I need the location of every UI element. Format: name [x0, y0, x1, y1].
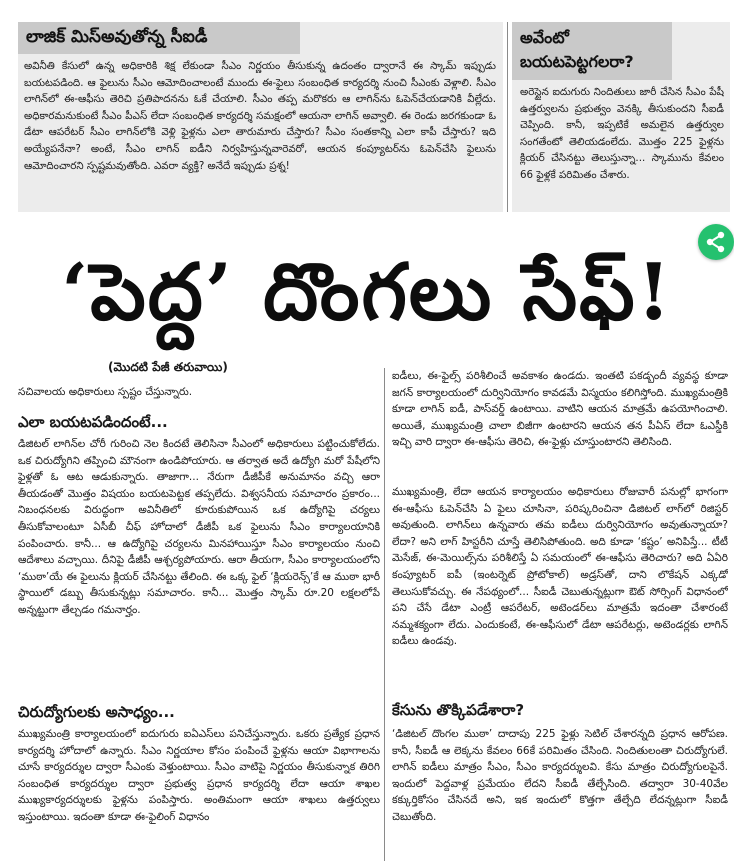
- top-left-title: లాజిక్ మిస్అవుతోన్న సీఐడీ: [18, 22, 300, 54]
- col1-heading-2: చిరుద్యోగులకు అసాధ్యం...: [18, 703, 175, 721]
- col2-heading-1: కేసును తొక్కిపడేశారా?: [392, 701, 525, 719]
- col2-para-3: ‘డిజిటల్ దొంగల ముఠా’ దాదాపు 225 ఫైళ్లు సెటిల్ చేశారన్నది ప్రధాన ఆరోపణ. కానీ, సీఐడీ ఆ లెక్కను కేవలం 66కే పరిమితం చేసింది. నిందితులంతా చిరుద్యోగులే. లాగిన్ ఐడీలు మాత్రం సీఎం, సీఎం కార్యదర్శులవి. కేసు మాత్రం చిరుద్యోగులపైనే. ఇందులో పెద్దవాళ్ల ప్రమేయం లేదని సీఐడీ తేల్చేసింది. తద్వారా 30-40వేల కక్కుర్తికోసం చేసినదే అని, ఇక ఇందులో కొత్తగా తేల్చేది లేదన్నట్లుగా సీఐడీ చెబుతోంది.: [392, 728, 728, 823]
- col2-para-2: ముఖ్యమంత్రి, లేదా ఆయన కార్యాలయం అధికారులు రోజువారీ పనుల్లో భాగంగా ఈ-ఆఫీసు ఓపెన్‌చేసి ఏ ఫైలు చూసినా, పరిష్కరించినా డిజిటల్ లాగ్‌లో రిజిస్టర్ అవుతుంది. లాగిన్‌లు ఉన్నవారు తమ ఐడీలు దుర్వినియోగం అవుతున్నాయా? లేదా? అని లాగ్ హిస్టరీని చూస్తే తెలిసిపోతుంది. అది కూడా ‘కష్టం’ అనిపిస్తే... టీటీ మెసేజ్, ఈ-మెయిల్స్‌ను పరిశీలిస్తే ఏ సమయంలో ఈ-ఆఫీసు తెరిచారు? అది ఏఏరి కంప్యూటర్ ఐపీ (ఇంటర్నెట్ ప్రోటోకాల్) అడ్రస్‌తో, దాని లొకేషన్ ఎక్కడో తెలుసుకోవచ్చు. ఈ నేపథ్యంలో... సీఐడీ చెబుతున్నట్లుగా ఔట్ సోర్సింగ్ విధానంలో పని చేసే డేటా ఎంట్రీ ఆపరేటర్, అటెండర్‌లు మాత్రమే ఇదంతా చేశారంటే నమ్మశక్యంగా లేదు. ఎందుకంటే, ఈ-ఆఫీసులో డేటా ఆపరేటర్లు, అటెండర్లకు లాగిన్ ఐడీలు ఉండవు.: [392, 486, 728, 648]
- col2-para-1: ఐడీలు, ఈ-ఫైల్స్ పరిశీలించే అవకాశం ఉండదు. ఇంతటి పకడ్బందీ వ్యవస్థ కూడా జగన్ కార్యాలయంలో దుర్వినియోగం కావడమే విస్మయం కలిగిస్తోంది. ముఖ్యమంత్రికి కూడా లాగిన్ ఐడీ, పాస్‌వర్డ్ ఉంటాయి. వాటిని ఆయన మాత్రమే ఉపయోగించాలి. అయితే, ముఖ్యమంత్రి చాలా బిజీగా ఉంటారని ఆయన తన పీఏస్ లేదా ఓఎస్డీకి ఇచ్చి వారి ద్వారా ఈ-ఆఫీసు తెరిచి, ఈ-ఫైళ్లు చూస్తుంటారని తెలిసింది.: [392, 370, 728, 449]
- top-right-title: అవేంటో బయటపెట్టగలరా?: [512, 22, 672, 80]
- top-right-body: అరెస్టైన ఐదుగురు నిందితులు జారీ చేసిన సీఎం పేషీ ఉత్తర్వులను ప్రభుత్వం వెనక్కి తీసుకుందని సీఐడీ చెప్పింది. కానీ, ఇప్పటికే అమలైన ఉత్తర్వుల సంగతేంటో తెలియడంలేదు. మొత్తం 225 ఫైళ్లను క్లియర్ చేసినట్టు తెలుస్తున్నా... స్కామును కేవలం 66 ఫైళ్లకే పరిమితం చేశారు.: [520, 86, 724, 181]
- column-divider: [384, 368, 385, 861]
- col1-para-2: ముఖ్యమంత్రి కార్యాలయంలో ఐదుగురు ఐఏఎస్‌లు పనిచేస్తున్నారు. ఒకరు ప్రత్యేక ప్రధాన కార్యదర్శి హోదాలో ఉన్నారు. సీఎం నిర్ణయాల కోసం పంపించే ఫైళ్లను ఆయా విభాగాలను చూసే కార్యదర్శుల ద్వారా సీఎంకు వెళ్తుంటాయి. సీఎం వాటిపై నిర్ణయం తీసుకున్నాక తిరిగి సంబంధిత కార్యదర్శుల ద్వారా ప్రభుత్వ ప్రధాన కార్యదర్శి లేదా ఆయా శాఖల ముఖ్యకార్యదర్శులకు ఫైళ్లను పంపిస్తారు. అంతిమంగా ఆయా శాఖలు ఉత్తర్వులు ఇస్తుంటాయి. ఇదంతా కూడా ఈ-ఫైలింగ్ విధానం: [18, 728, 380, 823]
- top-left-body: అవినీతి కేసులో ఉన్న అధికారికి శిక్ష లేకుండా సీఎం నిర్ణయం తీసుకున్న ఉదంతం ద్వారానే ఈ స్కామ్ ఇప్పుడు బయటపడింది. ఆ ఫైలును సీఎం ఆమోదించాలంటే ముందు ఈ-ఫైలు సంబంధిత కార్యదర్శి నుంచి సీఎంకు వెళ్లాలి. సీఎం లాగిన్‌లో ఈ-ఆఫీసు తెరిచి ప్రతిపాదనను ఓకే చేయాలి. సీఎం తప్ప మరొకరు ఆ లాగిన్‌ను ఓపెన్‌చేయడానికి వీల్లేదు. అధికారమనుకుంటే సీఎం పీఎస్ లేదా సంబంధిత కార్యదర్శి సమక్షంలో ఆయనా లాగిన్ అవ్వాలి. ఈ రెండు జరగకుండా ఓ డేటా ఆపరేటర్ సీఎం లాగిన్‌లోకి వెళ్లి ఫైళ్లను ఎలా తారుమారు చేస్తారు? సీఎం సంతకాన్ని ఎలా కాపీ చేస్తారు? ఇది అయ్యేపనేనా? అంటే, సీఎం లాగిన్ ఐడీని నిర్వహిస్తున్నవారెవరో, ఆయన కంప్యూటర్‌ను ఓపెన్‌చేసి ఫైలును ఆమోదించారని స్పష్టమవుతోంది. ఎవరా వ్యక్తి? అనేదే ఇప్పుడు ప్రశ్న!: [24, 60, 496, 172]
- col1-intro: సచివాలయ అధికారులు స్పష్టం చేస్తున్నారు.: [18, 386, 193, 398]
- continued-note: (మొదటి పేజీ తరువాయి): [108, 360, 228, 374]
- headline: ‘పెద్ద’ దొంగలు సేఫ్!: [61, 247, 673, 338]
- col1-para-1: డిజిటల్ లాగిన్‌ల చోరీ గురించి నెల కిందటే తెలిసినా సీఎంలో అధికారులు పట్టించుకోలేదు. ఒక చిరుద్యోగిని తప్పించి మౌనంగా ఉండిపోయారు. ఆ తర్వాత అదే ఉద్యోగి మరో పేషీలోని ఫైళ్లతో ఓ ఆట ఆడుకున్నారు. తాజాగా... నేరుగా డీజీపీకే అనుమానం వచ్చి ఆరా తీయడంతో మొత్తం విషయం బయటపెట్టక తప్పలేదు. విశ్వసనీయ సమాచారం ప్రకారం... నిబంధనలకు విరుద్ధంగా అవినీతిలో కూరుకుపోయిన ఒక ఉద్యోగిపై చర్యలు తీసుకోవాలంటూ ఏసీబీ చీఫ్ హోదాలో డీజీపీ ఒక ఫైలును సీఎం కార్యాలయానికి పంపించారు. కానీ... ఆ ఉద్యోగిపై చర్యలను మినహాయిస్తూ సీఎం కార్యాలయం నుంచి ఆదేశాలు వచ్చాయి. దీనిపై డీజీపీ ఆశ్చర్యపోయారు. ఆరా తీయగా, సీఎం కార్యాలయంలోని ‘ముఠా’యే ఈ ఫైలును క్లియర్ చేసినట్టు తేలింది. ఈ ఒక్క ఫైల్ ‘క్లియరెన్స్’కే ఆ ముఠా భారీ స్థాయిలో డబ్బు తీసుకున్నట్లు సమాచారం. కానీ... మొత్తం స్కామ్ రూ.20 లక్షలలోపే అన్నట్టుగా తేల్చడం గమనార్హం.: [18, 438, 380, 616]
- col1-heading-1: ఎలా బయటపడిందంటే...: [18, 413, 168, 431]
- top-divider: [507, 22, 508, 212]
